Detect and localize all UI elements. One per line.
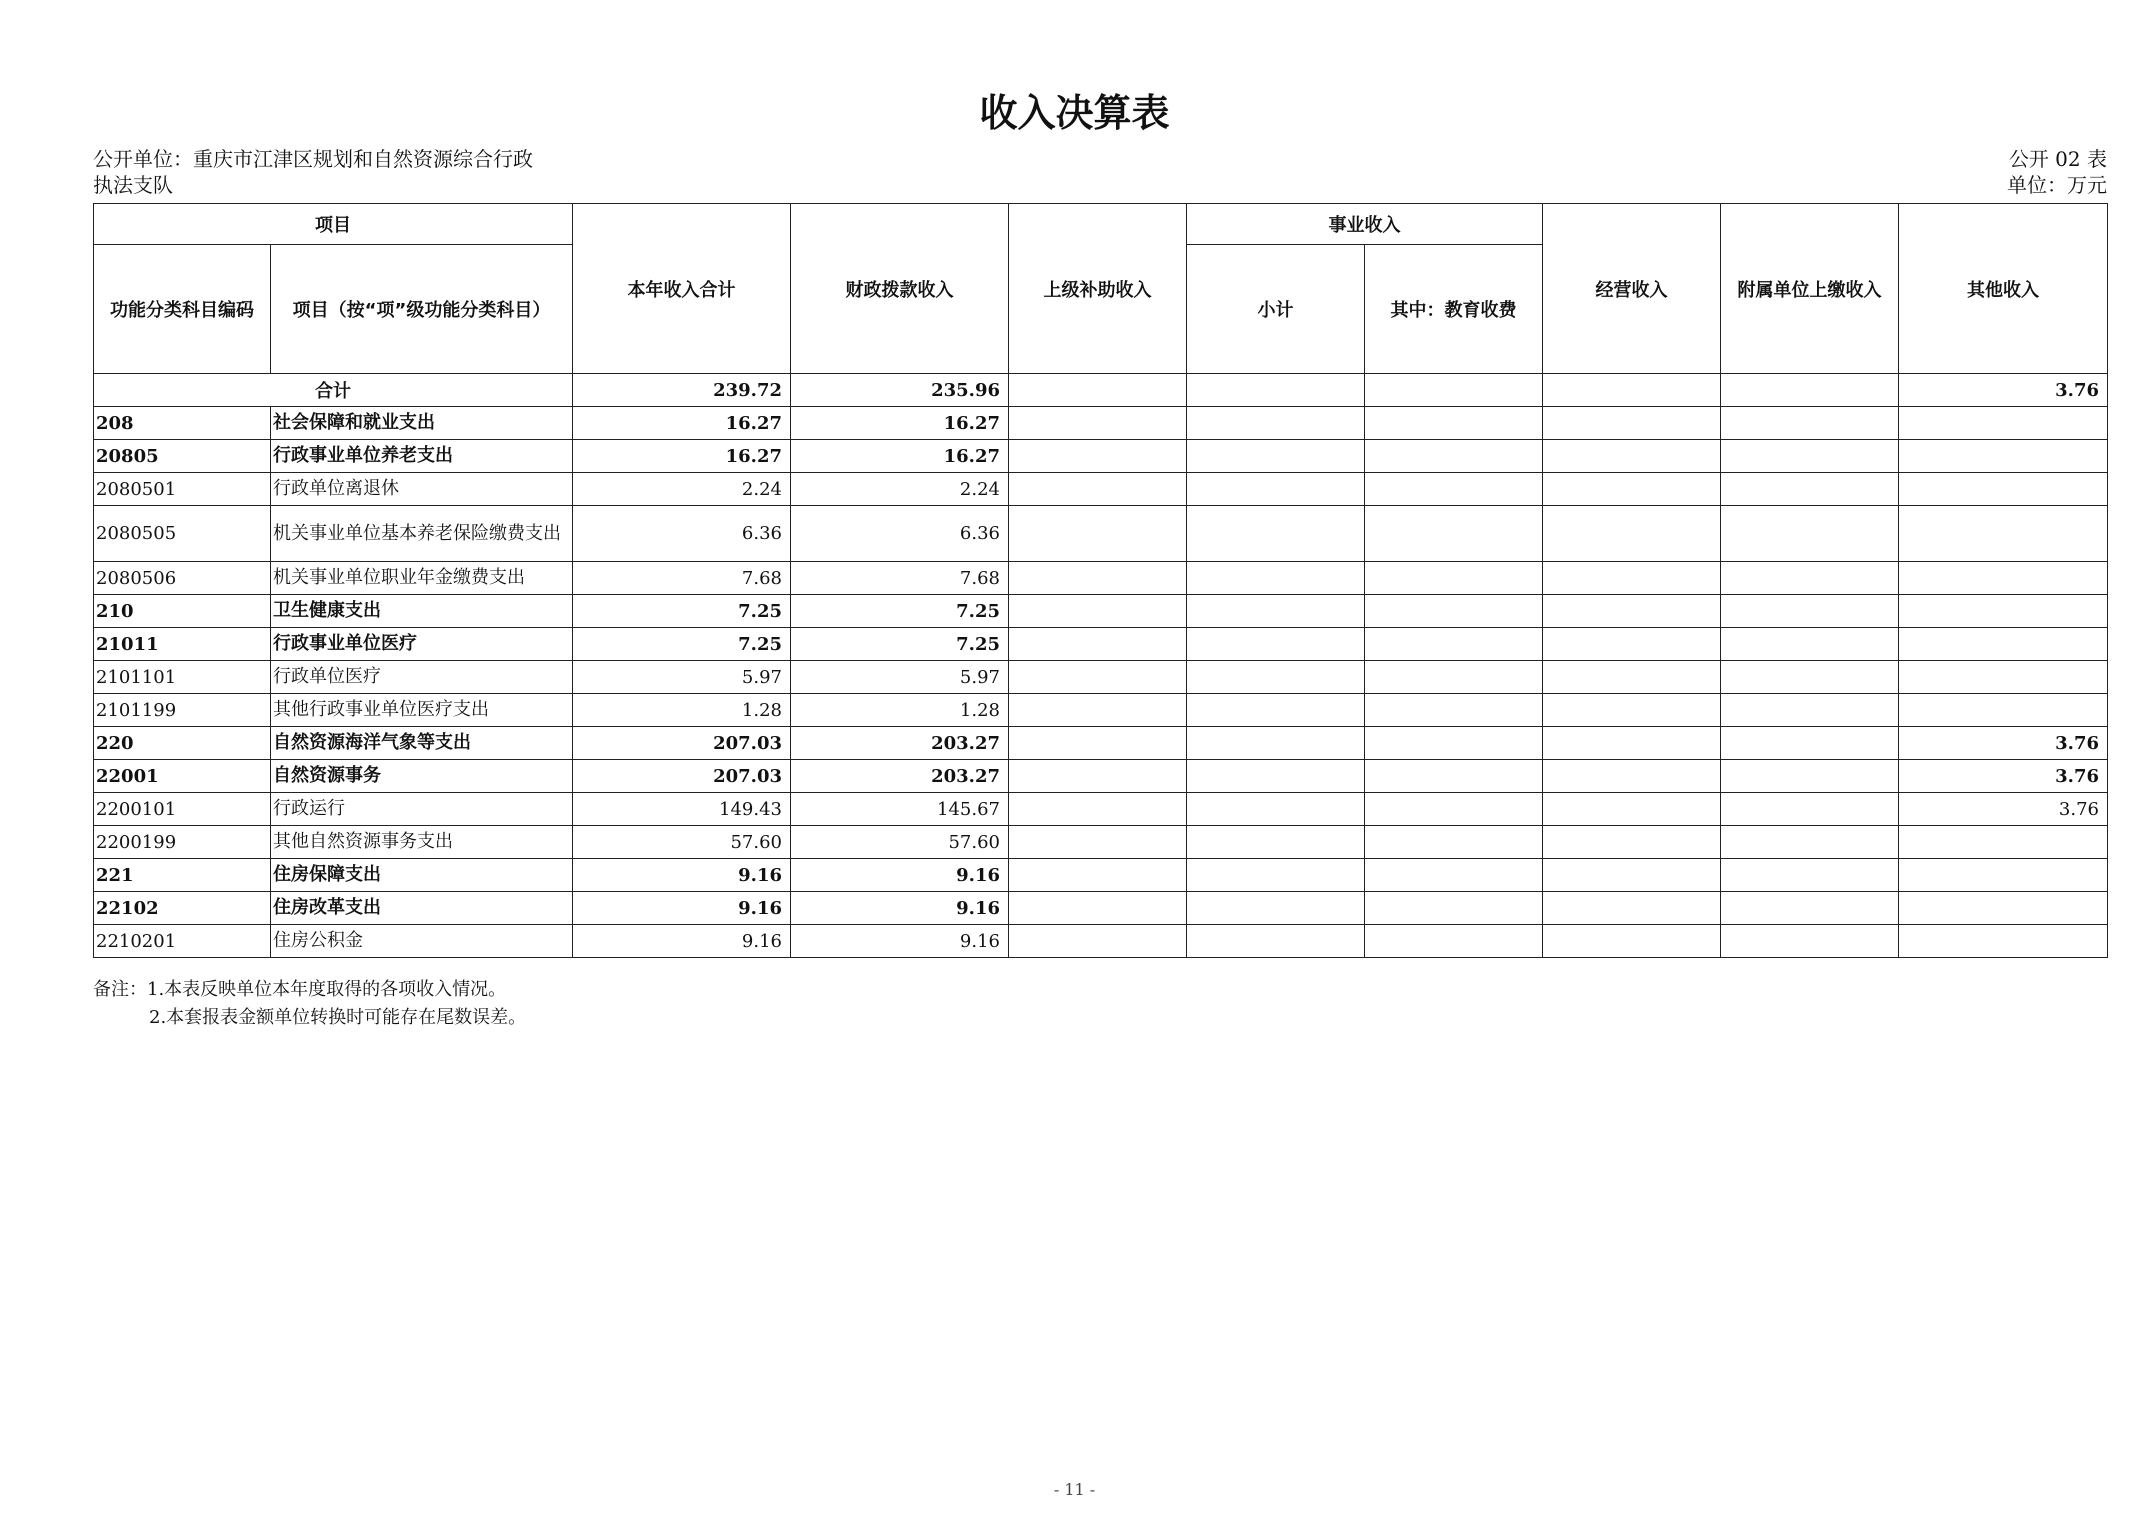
row-superior-subsidy — [1009, 473, 1187, 506]
row-function-name: 其他自然资源事务支出 — [271, 826, 573, 859]
row-operating-income — [1543, 694, 1721, 727]
row-education-fee — [1365, 925, 1543, 958]
row-superior-subsidy — [1009, 440, 1187, 473]
row-superior-subsidy — [1009, 407, 1187, 440]
row-operating-income — [1543, 727, 1721, 760]
total-education-value — [1365, 374, 1543, 407]
row-career-subtotal — [1187, 826, 1365, 859]
report-unit-info — [93, 146, 533, 198]
header-career-income: 事业收入 — [1187, 204, 1543, 245]
table-row — [94, 793, 2108, 826]
row-superior-subsidy — [1009, 562, 1187, 595]
notes — [93, 976, 526, 1032]
row-career-subtotal — [1187, 694, 1365, 727]
total-superior-value — [1009, 374, 1187, 407]
row-superior-subsidy — [1009, 595, 1187, 628]
reporting-unit-line1: 公开单位：重庆市江津区规划和自然资源综合行政 — [93, 147, 533, 171]
row-education-fee — [1365, 473, 1543, 506]
row-education-fee — [1365, 506, 1543, 562]
row-fiscal-income: 7.25 — [791, 628, 1009, 661]
row-fiscal-income: 7.68 — [791, 562, 1009, 595]
row-total-income: 16.27 — [573, 440, 791, 473]
table-row — [94, 473, 2108, 506]
row-affiliated-income — [1721, 859, 1899, 892]
row-function-code: 20805 — [94, 440, 271, 473]
row-operating-income — [1543, 595, 1721, 628]
row-other-income: 3.76 — [1899, 727, 2108, 760]
income-table — [93, 203, 2108, 958]
table-row — [94, 628, 2108, 661]
table-row — [94, 562, 2108, 595]
row-function-name: 自然资源海洋气象等支出 — [271, 727, 573, 760]
row-affiliated-income — [1721, 407, 1899, 440]
row-superior-subsidy — [1009, 760, 1187, 793]
row-total-income: 16.27 — [573, 407, 791, 440]
row-function-name: 机关事业单位基本养老保险缴费支出 — [271, 506, 573, 562]
row-other-income — [1899, 628, 2108, 661]
row-operating-income — [1543, 925, 1721, 958]
row-other-income — [1899, 595, 2108, 628]
header-education-fee: 其中：教育收费 — [1365, 245, 1543, 374]
note-2: 2.本套报表金额单位转换时可能存在尾数误差。 — [149, 1007, 527, 1028]
table-row — [94, 595, 2108, 628]
row-superior-subsidy — [1009, 506, 1187, 562]
page-number: - 11 - — [1053, 1480, 1096, 1499]
row-function-code: 2080505 — [94, 506, 271, 562]
row-function-name: 自然资源事务 — [271, 760, 573, 793]
row-operating-income — [1543, 440, 1721, 473]
row-other-income — [1899, 925, 2108, 958]
row-total-income: 2.24 — [573, 473, 791, 506]
row-function-name: 社会保障和就业支出 — [271, 407, 573, 440]
row-superior-subsidy — [1009, 826, 1187, 859]
header-function-name: 项目（按“项”级功能分类科目） — [271, 245, 573, 374]
row-education-fee — [1365, 440, 1543, 473]
row-fiscal-income: 9.16 — [791, 892, 1009, 925]
row-function-code: 2080501 — [94, 473, 271, 506]
row-other-income: 3.76 — [1899, 793, 2108, 826]
reporting-unit-line2: 执法支队 — [93, 173, 173, 197]
row-other-income — [1899, 694, 2108, 727]
table-row — [94, 892, 2108, 925]
row-function-code: 21011 — [94, 628, 271, 661]
row-total-income: 149.43 — [573, 793, 791, 826]
row-operating-income — [1543, 793, 1721, 826]
row-fiscal-income: 16.27 — [791, 440, 1009, 473]
row-function-code: 2080506 — [94, 562, 271, 595]
row-career-subtotal — [1187, 859, 1365, 892]
row-career-subtotal — [1187, 628, 1365, 661]
row-education-fee — [1365, 793, 1543, 826]
row-superior-subsidy — [1009, 727, 1187, 760]
header-career-subtotal: 小计 — [1187, 245, 1365, 374]
table-row — [94, 925, 2108, 958]
header-other-income: 其他收入 — [1899, 204, 2108, 374]
row-superior-subsidy — [1009, 793, 1187, 826]
row-superior-subsidy — [1009, 925, 1187, 958]
table-row — [94, 859, 2108, 892]
row-total-income: 7.68 — [573, 562, 791, 595]
row-affiliated-income — [1721, 793, 1899, 826]
row-function-code: 2200199 — [94, 826, 271, 859]
row-career-subtotal — [1187, 440, 1365, 473]
row-fiscal-income: 6.36 — [791, 506, 1009, 562]
total-operating-value — [1543, 374, 1721, 407]
row-career-subtotal — [1187, 506, 1365, 562]
row-total-income: 57.60 — [573, 826, 791, 859]
row-total-income: 7.25 — [573, 595, 791, 628]
row-other-income — [1899, 892, 2108, 925]
row-affiliated-income — [1721, 661, 1899, 694]
row-affiliated-income — [1721, 892, 1899, 925]
row-total-income: 9.16 — [573, 925, 791, 958]
header-superior-subsidy: 上级补助收入 — [1009, 204, 1187, 374]
row-function-name: 住房保障支出 — [271, 859, 573, 892]
row-operating-income — [1543, 859, 1721, 892]
total-subtotal-value — [1187, 374, 1365, 407]
row-career-subtotal — [1187, 760, 1365, 793]
row-education-fee — [1365, 661, 1543, 694]
total-label: 合计 — [94, 374, 573, 407]
row-career-subtotal — [1187, 407, 1365, 440]
row-fiscal-income: 9.16 — [791, 859, 1009, 892]
row-operating-income — [1543, 661, 1721, 694]
row-total-income: 6.36 — [573, 506, 791, 562]
row-total-income: 9.16 — [573, 892, 791, 925]
row-other-income — [1899, 859, 2108, 892]
table-row — [94, 727, 2108, 760]
row-fiscal-income: 203.27 — [791, 760, 1009, 793]
row-operating-income — [1543, 473, 1721, 506]
total-income-value: 239.72 — [573, 374, 791, 407]
row-affiliated-income — [1721, 727, 1899, 760]
row-other-income — [1899, 473, 2108, 506]
row-superior-subsidy — [1009, 859, 1187, 892]
row-operating-income — [1543, 506, 1721, 562]
row-total-income: 5.97 — [573, 661, 791, 694]
row-function-name: 住房改革支出 — [271, 892, 573, 925]
header-affiliated-income: 附属单位上缴收入 — [1721, 204, 1899, 374]
row-function-code: 210 — [94, 595, 271, 628]
row-function-name: 住房公积金 — [271, 925, 573, 958]
header-total-income: 本年收入合计 — [573, 204, 791, 374]
row-career-subtotal — [1187, 925, 1365, 958]
row-other-income — [1899, 826, 2108, 859]
row-affiliated-income — [1721, 694, 1899, 727]
row-superior-subsidy — [1009, 892, 1187, 925]
row-affiliated-income — [1721, 628, 1899, 661]
row-function-code: 22102 — [94, 892, 271, 925]
row-function-name: 机关事业单位职业年金缴费支出 — [271, 562, 573, 595]
row-affiliated-income — [1721, 826, 1899, 859]
row-function-name: 卫生健康支出 — [271, 595, 573, 628]
currency-unit: 单位：万元 — [2007, 173, 2107, 197]
row-career-subtotal — [1187, 727, 1365, 760]
table-row — [94, 506, 2108, 562]
table-row — [94, 826, 2108, 859]
row-function-code: 2210201 — [94, 925, 271, 958]
row-education-fee — [1365, 727, 1543, 760]
row-operating-income — [1543, 407, 1721, 440]
row-education-fee — [1365, 760, 1543, 793]
row-career-subtotal — [1187, 473, 1365, 506]
row-affiliated-income — [1721, 440, 1899, 473]
note-1: 备注：1.本表反映单位本年度取得的各项收入情况。 — [93, 979, 507, 1000]
row-education-fee — [1365, 826, 1543, 859]
row-fiscal-income: 7.25 — [791, 595, 1009, 628]
row-education-fee — [1365, 859, 1543, 892]
row-fiscal-income: 2.24 — [791, 473, 1009, 506]
header-fiscal-income: 财政拨款收入 — [791, 204, 1009, 374]
row-superior-subsidy — [1009, 661, 1187, 694]
table-row — [94, 440, 2108, 473]
total-fiscal-value: 235.96 — [791, 374, 1009, 407]
row-function-name: 行政运行 — [271, 793, 573, 826]
row-other-income — [1899, 562, 2108, 595]
row-function-name: 其他行政事业单位医疗支出 — [271, 694, 573, 727]
row-function-code: 208 — [94, 407, 271, 440]
row-function-name: 行政事业单位医疗 — [271, 628, 573, 661]
row-operating-income — [1543, 562, 1721, 595]
total-row — [94, 374, 2108, 407]
row-affiliated-income — [1721, 760, 1899, 793]
row-affiliated-income — [1721, 506, 1899, 562]
row-total-income: 1.28 — [573, 694, 791, 727]
row-superior-subsidy — [1009, 694, 1187, 727]
row-career-subtotal — [1187, 562, 1365, 595]
row-total-income: 7.25 — [573, 628, 791, 661]
header-operating-income: 经营收入 — [1543, 204, 1721, 374]
row-affiliated-income — [1721, 925, 1899, 958]
row-education-fee — [1365, 892, 1543, 925]
report-form-info — [2007, 146, 2107, 198]
row-other-income — [1899, 506, 2108, 562]
row-education-fee — [1365, 407, 1543, 440]
row-operating-income — [1543, 760, 1721, 793]
total-affiliated-value — [1721, 374, 1899, 407]
row-fiscal-income: 9.16 — [791, 925, 1009, 958]
row-career-subtotal — [1187, 595, 1365, 628]
page-title: 收入决算表 — [979, 91, 1170, 135]
row-affiliated-income — [1721, 595, 1899, 628]
row-fiscal-income: 57.60 — [791, 826, 1009, 859]
row-operating-income — [1543, 892, 1721, 925]
row-fiscal-income: 5.97 — [791, 661, 1009, 694]
row-career-subtotal — [1187, 661, 1365, 694]
row-operating-income — [1543, 628, 1721, 661]
row-function-code: 220 — [94, 727, 271, 760]
row-fiscal-income: 145.67 — [791, 793, 1009, 826]
row-function-code: 22001 — [94, 760, 271, 793]
row-operating-income — [1543, 826, 1721, 859]
row-fiscal-income: 1.28 — [791, 694, 1009, 727]
row-other-income — [1899, 661, 2108, 694]
row-function-code: 2101101 — [94, 661, 271, 694]
row-career-subtotal — [1187, 793, 1365, 826]
header-project-group: 项目 — [94, 204, 573, 245]
row-function-code: 2101199 — [94, 694, 271, 727]
row-superior-subsidy — [1009, 628, 1187, 661]
row-education-fee — [1365, 595, 1543, 628]
row-affiliated-income — [1721, 562, 1899, 595]
row-other-income — [1899, 407, 2108, 440]
row-function-name: 行政单位医疗 — [271, 661, 573, 694]
row-education-fee — [1365, 628, 1543, 661]
row-function-name: 行政事业单位养老支出 — [271, 440, 573, 473]
row-affiliated-income — [1721, 473, 1899, 506]
table-row — [94, 694, 2108, 727]
row-total-income: 207.03 — [573, 760, 791, 793]
row-fiscal-income: 16.27 — [791, 407, 1009, 440]
row-career-subtotal — [1187, 892, 1365, 925]
row-other-income — [1899, 440, 2108, 473]
row-education-fee — [1365, 562, 1543, 595]
table-row — [94, 661, 2108, 694]
form-number: 公开 02 表 — [2008, 147, 2107, 171]
row-total-income: 9.16 — [573, 859, 791, 892]
row-other-income: 3.76 — [1899, 760, 2108, 793]
row-fiscal-income: 203.27 — [791, 727, 1009, 760]
row-function-code: 2200101 — [94, 793, 271, 826]
table-row — [94, 407, 2108, 440]
row-education-fee — [1365, 694, 1543, 727]
total-other-value: 3.76 — [1899, 374, 2108, 407]
row-function-code: 221 — [94, 859, 271, 892]
row-total-income: 207.03 — [573, 727, 791, 760]
row-function-name: 行政单位离退休 — [271, 473, 573, 506]
header-function-code: 功能分类科目编码 — [94, 245, 271, 374]
table-row — [94, 760, 2108, 793]
